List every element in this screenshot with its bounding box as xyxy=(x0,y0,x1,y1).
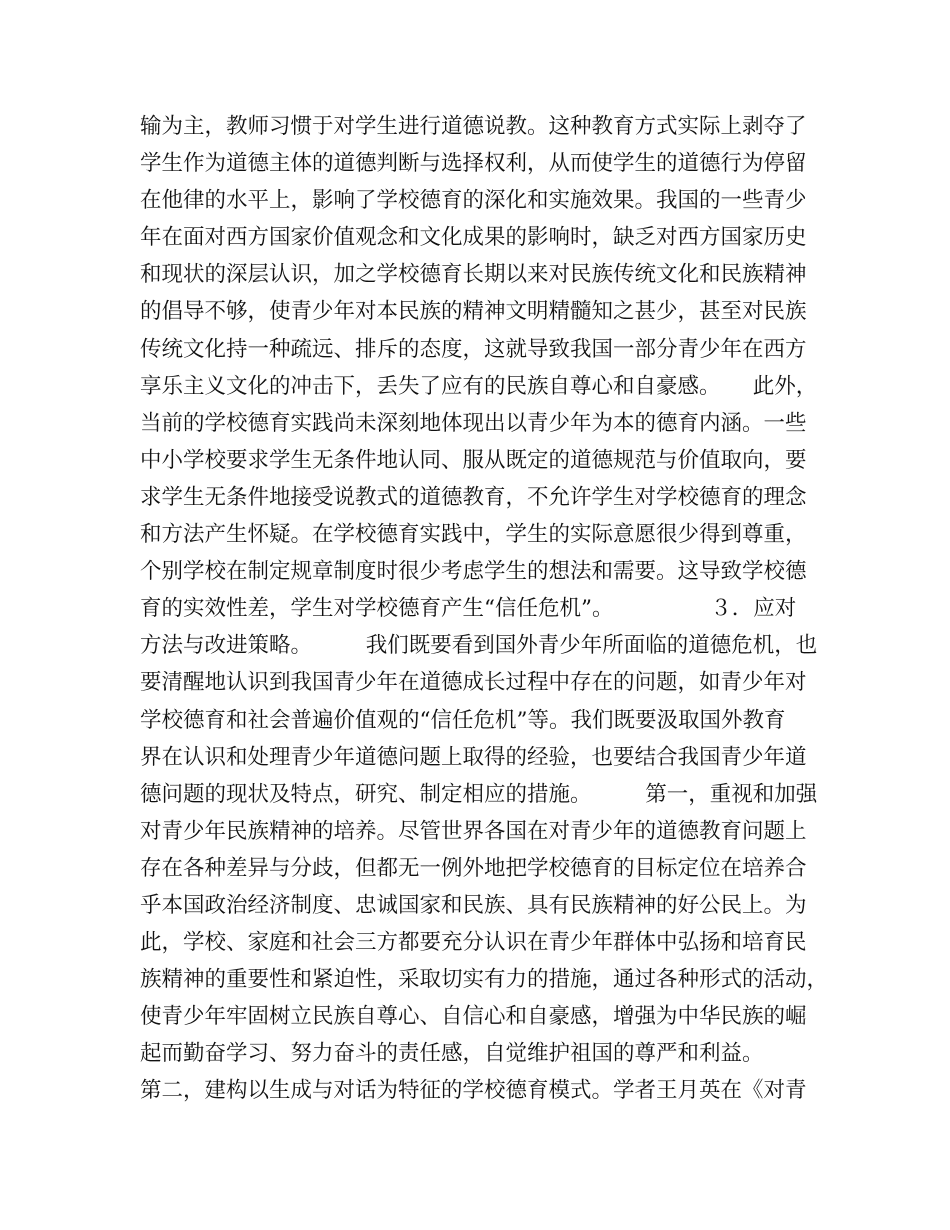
text-line: 当前的学校德育实践尚未深刻地体现出以青少年为本的德育内涵。一些 xyxy=(140,410,807,436)
text-line: 对青少年民族精神的培养。尽管世界各国在对青少年的道德教育问题上 xyxy=(140,818,807,844)
text-line: 学生作为道德主体的道德判断与选择权利，从而使学生的道德行为停留 xyxy=(140,151,807,177)
text-line: 方法与改进策略。 我们既要看到国外青少年所面临的道德危机，也 xyxy=(140,633,818,659)
text-line: 育的实效性差，学生对学校德育产生“信任危机”。 ３．应对 xyxy=(140,596,797,622)
text-line: 输为主，教师习惯于对学生进行道德说教。这种教育方式实际上剥夺了 xyxy=(140,114,807,139)
text-line: 起而勤奋学习、努力奋斗的责任感，自觉维护祖国的尊严和利益。 xyxy=(140,1041,764,1067)
text-line: 和方法产生怀疑。在学校德育实践中，学生的实际意愿很少得到尊重， xyxy=(140,522,807,548)
text-line: 界在认识和处理青少年道德问题上取得的经验，也要结合我国青少年道 xyxy=(140,744,807,770)
text-line: 使青少年牢固树立民族自尊心、自信心和自豪感，增强为中华民族的崛 xyxy=(140,1004,807,1030)
text-line: 在他律的水平上，影响了学校德育的深化和实施效果。我国的一些青少 xyxy=(140,188,807,214)
text-line: 存在各种差异与分歧，但都无一例外地把学校德育的目标定位在培养合 xyxy=(140,855,807,881)
text-line: 传统文化持一种疏远、排斥的态度，这就导致我国一部分青少年在西方 xyxy=(140,336,807,362)
text-line: 享乐主义文化的冲击下，丢失了应有的民族自尊心和自豪感。 此外， xyxy=(140,373,818,399)
text-line: 乎本国政治经济制度、忠诚国家和民族、具有民族精神的好公民上。为 xyxy=(140,892,807,918)
text-line: 和现状的深层认识，加之学校德育长期以来对民族传统文化和民族精神 xyxy=(140,262,807,288)
text-line: 族精神的重要性和紧迫性，采取切实有力的措施，通过各种形式的活动， xyxy=(140,967,829,993)
text-line: 的倡导不够，使青少年对本民族的精神文明精髓知之甚少，甚至对民族 xyxy=(140,299,807,325)
body-text xyxy=(140,108,830,1110)
text-line: 求学生无条件地接受说教式的道德教育，不允许学生对学校德育的理念 xyxy=(140,484,807,510)
text-line: 学校德育和社会普遍价值观的“信任危机”等。我们既要汲取国外教育 xyxy=(140,707,786,733)
text-line: 年在面对西方国家价值观念和文化成果的影响时，缺乏对西方国家历史 xyxy=(140,225,807,251)
text-line: 第二，建构以生成与对话为特征的学校德育模式。学者王月英在《对青 xyxy=(140,1078,807,1104)
text-line: 中小学校要求学生无条件地认同、服从既定的道德规范与价值取向，要 xyxy=(140,447,807,473)
text-line: 德问题的现状及特点，研究、制定相应的措施。 第一，重视和加强 xyxy=(140,781,818,807)
text-line: 个别学校在制定规章制度时很少考虑学生的想法和需要。这导致学校德 xyxy=(140,559,807,585)
text-line: 要清醒地认识到我国青少年在道德成长过程中存在的问题，如青少年对 xyxy=(140,670,807,696)
text-line: 此，学校、家庭和社会三方都要充分认识在青少年群体中弘扬和培育民 xyxy=(140,930,807,956)
